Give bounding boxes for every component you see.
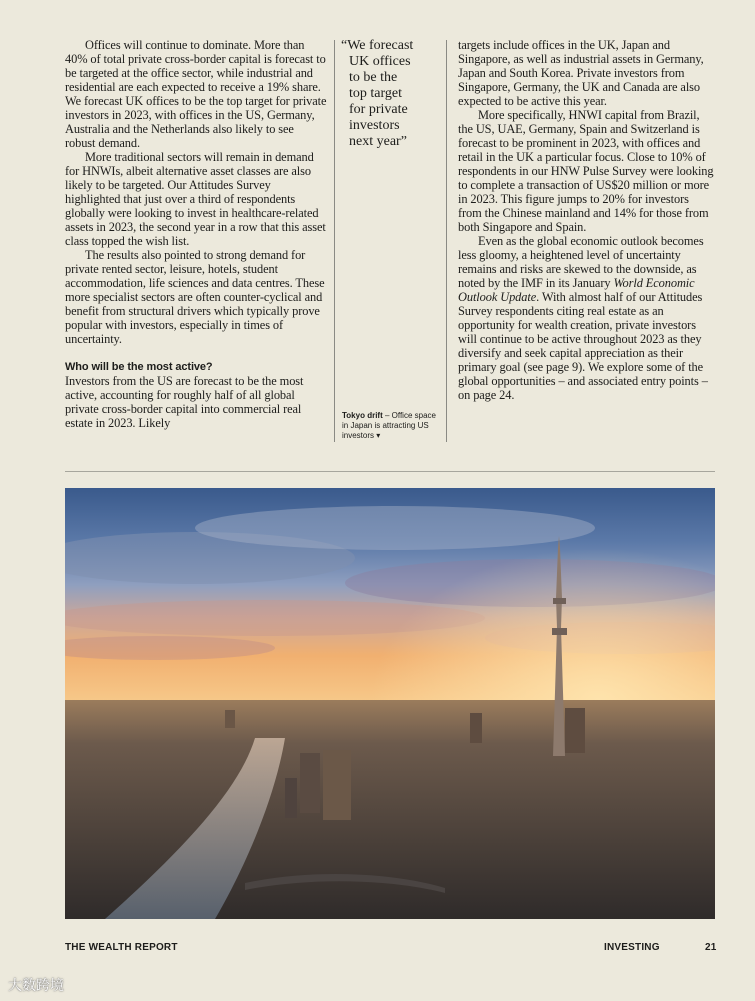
body-paragraph: More specifically, HNWI capital from Brazil, the US, UAE, Germany, Spain and Switzerland is forecast to be prominent in 2023, with offices and retail in the UK a particular focus. Close to 10% of respondents in our HNW Pulse Survey were looking to complete a transaction of US$20 million or more in 2023. This figure jumps to 20% for investors from the Chinese mainland and 14% for those from both Singapore and Spain. bbox=[458, 108, 714, 234]
right-text-column bbox=[458, 38, 714, 402]
body-text: . With almost half of our Attitudes Survey respondents citing real estate as an opportunity for wealth creation, private investors will continue to be active throughout 2023 as they diversify and seek capital appreciation as their primary goal (see page 9). We explore some of the global opportunities – and associated entry points – on page 24. bbox=[458, 290, 708, 402]
body-paragraph: More traditional sectors will remain in demand for HNWIs, albeit alternative asset classes are also likely to be targeted. Our Attitudes Survey highlighted that just over a third of respondents globally were looking to invest in healthcare-related assets in 2023, the second year in a row that this asset class topped the wish list. bbox=[65, 150, 326, 248]
column-divider bbox=[446, 40, 447, 442]
body-paragraph: The results also pointed to strong demand for private rented sector, leisure, hotels, student accommodation, life sciences and data centres. These more specialist sectors are often counter-cyclical and benefit from structural drivers which typically prove popular with investors, especially in times of uncertainty. bbox=[65, 248, 325, 346]
section-label: INVESTING bbox=[604, 942, 660, 953]
page-number: 21 bbox=[705, 942, 717, 953]
pull-quote bbox=[341, 38, 441, 150]
caption-title: Tokyo drift bbox=[342, 411, 383, 420]
body-text: Even as the global economic outlook becomes less gloomy, a heightened level of uncertainty remains and risks are skewed to the downside, as noted by the IMF in its January bbox=[458, 234, 704, 290]
publication-name: THE WEALTH REPORT bbox=[65, 942, 178, 953]
pull-quote-line: top target bbox=[349, 86, 403, 101]
pull-quote-line: next year” bbox=[349, 134, 407, 149]
section-subheading: Who will be the most active? bbox=[65, 361, 213, 373]
caption-text: – Office space in Japan is attracting US investors bbox=[342, 411, 436, 440]
pull-quote-line: to be the bbox=[349, 70, 398, 85]
section-divider bbox=[65, 471, 715, 472]
publication-title: World Economic Outlook Update bbox=[458, 276, 695, 304]
body-paragraph: Offices will continue to dominate. More than 40% of total private cross-border capital is forecast to be targeted at the office sector, while industrial and residential are each expected to receive a 19% share. We forecast UK offices to be the top target for private investors in 2023, with offices in the US, Germany, Australia and the Netherlands also likely to see robust demand. bbox=[65, 38, 327, 150]
body-paragraph: targets include offices in the UK, Japan and Singapore, as well as industrial assets in Germany, Japan and South Korea. Private investors from Singapore, Germany, the UK and Canada are also expected to be active this year. bbox=[458, 38, 704, 108]
pull-quote-line: “We forecast bbox=[341, 38, 414, 53]
arrow-down-icon: ▾ bbox=[376, 431, 381, 440]
body-paragraph bbox=[458, 234, 714, 402]
left-text-column bbox=[65, 38, 327, 430]
body-paragraph: Investors from the US are forecast to be the most active, accounting for roughly half of all global private cross-border capital into commercial real estate in 2023. Likely bbox=[65, 374, 304, 430]
pull-quote-line: investors bbox=[349, 118, 400, 133]
watermark: 大数跨境 bbox=[8, 978, 64, 994]
pull-quote-line: for private bbox=[349, 102, 408, 117]
column-divider bbox=[334, 40, 335, 442]
tokyo-skyline-photo bbox=[65, 488, 715, 919]
pull-quote-line: UK offices bbox=[349, 54, 411, 69]
photo-caption bbox=[342, 411, 442, 441]
